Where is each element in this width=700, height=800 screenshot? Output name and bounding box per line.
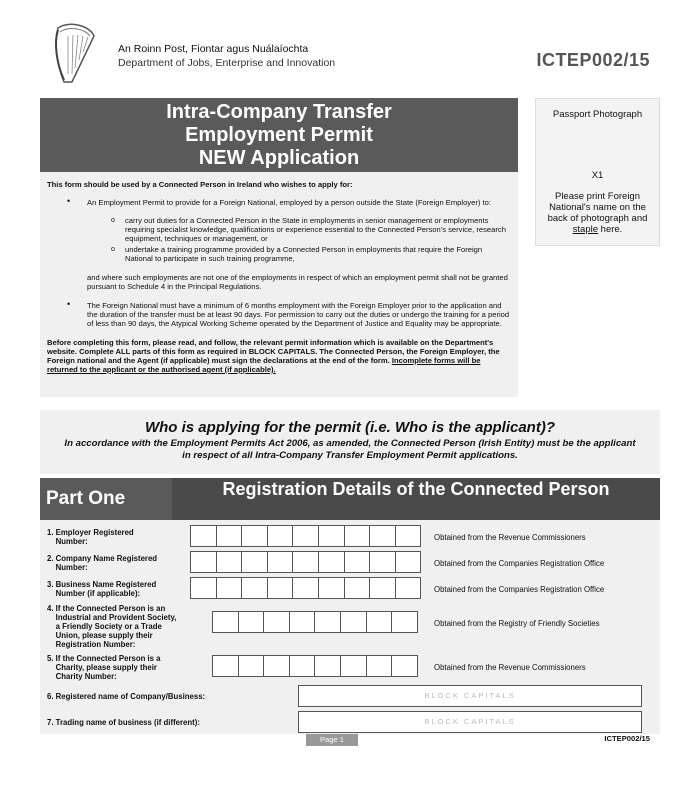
society-number-input[interactable]	[212, 611, 417, 633]
harp-emblem-icon	[50, 22, 100, 86]
part-one-header	[40, 478, 660, 520]
field-row-company-number	[40, 550, 660, 574]
form-title	[40, 98, 518, 172]
intro-section	[40, 172, 518, 397]
field-label: 6. Registered name of Company/Business:	[47, 692, 206, 701]
form-title-line-3: NEW Application	[198, 147, 360, 169]
registration-form	[40, 520, 660, 734]
page-number: Page 1	[306, 734, 358, 746]
field-label: 1. Employer Registered Number:	[47, 528, 134, 546]
charity-number-input[interactable]	[212, 655, 417, 677]
part-label: Part One	[40, 478, 172, 520]
form-title-line-1: Intra-Company Transfer	[166, 101, 392, 123]
business-number-input[interactable]	[190, 577, 420, 599]
field-label: 5. If the Connected Person is a Charity, please supply their Charity Number:	[47, 654, 161, 681]
field-source: Obtained from the Revenue Commissioners	[434, 533, 586, 542]
registered-name-input[interactable]: BLOCK CAPITALS	[298, 685, 642, 707]
intro-bullet: • An Employment Permit to provide for a Foreign National, employed by a person outside the State (Foreign Employer) to: o carry out duties for a Connected Person in the State in employments in senior management or employments requiring specialist knowledge, qualifications or experience essential to the Connected Person's service, research equipment, techniques or management, or o undertake a training programme provided by a Connected Person in employments that require the Foreign National to participate in such training programme,	[47, 198, 511, 263]
intro-lead: This form should be used by a Connected Person in Ireland who wishes to apply for:	[47, 180, 353, 189]
footer-form-code: ICTEP002/15	[604, 734, 650, 743]
department-name	[118, 42, 335, 70]
field-row-business-number	[40, 576, 660, 600]
passport-photo-box[interactable]	[535, 98, 660, 246]
field-label: 3. Business Name Registered Number (if applicable):	[47, 580, 157, 598]
employer-number-input[interactable]	[190, 525, 420, 547]
field-row-society-number	[40, 604, 660, 652]
circle-bullet-icon: o	[111, 246, 115, 253]
field-label: 2. Company Name Registered Number:	[47, 554, 158, 572]
intro-continuation: and where such employments are not one of the employments in respect of which an employment permit shall not be granted pursuant to Schedule 4 in the Principal Regulations.	[87, 273, 508, 291]
passport-photo-note: Please print Foreign National's name on the back of photograph and staple here.	[547, 191, 648, 235]
company-number-input[interactable]	[190, 551, 420, 573]
field-source: Obtained from the Revenue Commissioners	[434, 663, 586, 672]
bullet-icon: •	[67, 196, 71, 206]
field-row-registered-name	[40, 684, 660, 708]
form-title-line-2: Employment Permit	[185, 124, 373, 146]
form-code: ICTEP002/15	[536, 50, 650, 70]
intro-sub-item: o undertake a training programme provided by a Connected Person in employments that require the Foreign National to participate in such training programme,	[111, 245, 483, 263]
intro-sub-item: o carry out duties for a Connected Person in the State in employments in senior management or employments requiring specialist knowledge, qualifications or experience essential to the Connected Person's service, research equipment, techniques or management, or	[111, 216, 506, 243]
applicant-answer: In accordance with the Employment Permits Act 2006, as amended, the Connected Person (Irish Entity) must be the applicant in respect of all Intra-Company Transfer Employment Permit applications.	[64, 438, 636, 461]
field-source: Obtained from the Companies Registration Office	[434, 585, 605, 594]
field-row-trading-name	[40, 710, 660, 734]
field-row-employer-number	[40, 524, 660, 548]
applicant-section	[40, 410, 660, 474]
intro-bullet: • The Foreign National must have a minimum of 6 months employment with the Foreign Employer prior to the application and the duration of the transfer must be at least 90 days. For permission to carry out the duties or undergo the training for a period of less than 90 days, the Atypical Working Scheme operated by the Department of Justice and Equality may be appropriate.	[67, 299, 510, 328]
field-label: 4. If the Connected Person is an Industrial and Provident Society, a Friendly Society or a Trade Union, please supply their Registration Number:	[47, 604, 177, 649]
field-row-charity-number	[40, 654, 660, 684]
passport-photo-count: X1	[591, 170, 604, 181]
bullet-icon: •	[67, 299, 71, 309]
circle-bullet-icon: o	[111, 217, 115, 224]
incomplete-forms-warning: Incomplete forms will be returned to the applicant or the authorised agent (if applicable).	[47, 356, 481, 374]
department-name-english: Department of Jobs, Enterprise and Innovation	[118, 57, 336, 69]
applicant-question: Who is applying for the permit (i.e. Who is the applicant)?	[144, 419, 555, 436]
intro-closing: Before completing this form, please read, and follow, the relevant permit information which is available on the Department's website. Complete ALL parts of this form as required in BLOCK CAPITALS. The Connected Person, the Foreign Employer, the Foreign national and the Agent (if applicable) must sign the declarations at the end of the form. Incomplete forms will be returned to the applicant or the authorised agent (if applicable).	[47, 338, 500, 374]
passport-photo-title: Passport Photograph	[552, 109, 643, 120]
field-label: 7. Trading name of business (if different):	[47, 718, 200, 727]
field-source: Obtained from the Registry of Friendly Societies	[434, 619, 600, 628]
staple-text: staple	[572, 224, 599, 235]
field-source: Obtained from the Companies Registration Office	[434, 559, 605, 568]
part-title: Registration Details of the Connected Person	[172, 478, 660, 520]
department-name-irish: An Roinn Post, Fiontar agus Nuálaíochta	[118, 43, 309, 55]
trading-name-input[interactable]: BLOCK CAPITALS	[298, 711, 642, 733]
